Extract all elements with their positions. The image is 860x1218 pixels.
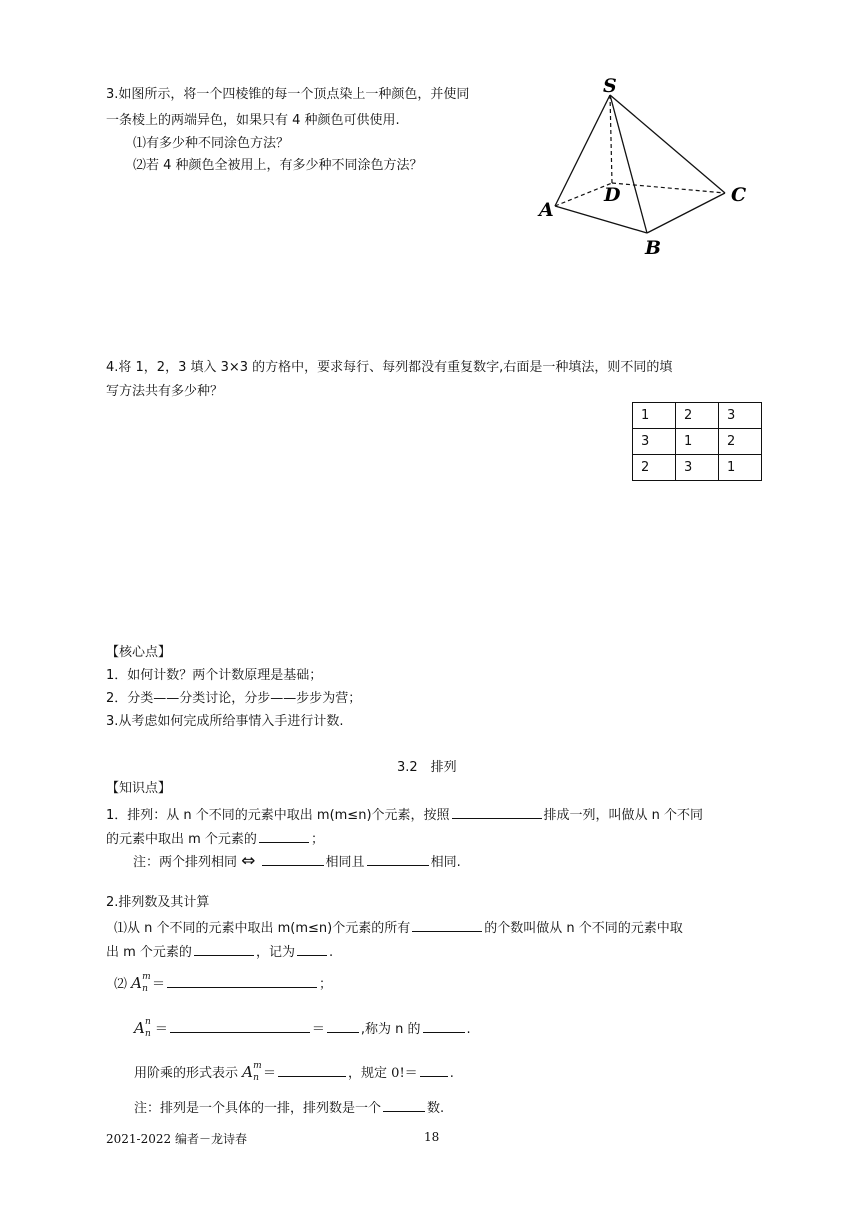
section-title: 3.2 排列 <box>397 760 457 775</box>
answer-blank[interactable] <box>420 1063 448 1077</box>
answer-blank[interactable] <box>259 829 309 843</box>
answer-blank[interactable] <box>423 1019 465 1033</box>
permutation-symbol <box>131 974 152 992</box>
permutation-symbol <box>242 1063 263 1081</box>
vertex-label-S: S <box>603 75 617 97</box>
permutation-symbol <box>134 1019 155 1037</box>
symbol-sub: n <box>142 984 148 994</box>
edge-SD <box>610 95 612 183</box>
factorial-line <box>134 1063 454 1082</box>
answer-blank[interactable] <box>383 1098 425 1112</box>
factorial-text: ，规定 <box>348 1066 388 1081</box>
edge-BC <box>647 193 725 233</box>
definition-line1 <box>106 805 703 824</box>
note-text: 注：两个排列相同 <box>133 855 238 870</box>
answer-blank[interactable] <box>412 918 482 932</box>
core-point-2: 2．分类——分类讨论，分步——步步为营； <box>106 691 362 706</box>
note-text: 注：排列是一个具体的一排，排列数是一个 <box>134 1101 382 1116</box>
note-text: 相同. <box>430 855 461 870</box>
answer-blank[interactable] <box>167 974 317 988</box>
grid-cell: 1 <box>719 455 762 481</box>
symbol-A: A <box>131 974 142 992</box>
formula-line-ann <box>134 1019 471 1038</box>
formula-text: ,称为 n 的 <box>360 1022 421 1037</box>
q4-line1: 4.将 1，2，3 填入 3×3 的方格中，要求每行、每列都没有重复数字,右面是一种填法，则不同的填 <box>106 360 673 375</box>
symbol-sup: n <box>145 1017 151 1027</box>
factorial-text: 用阶乘的形式表示 <box>134 1066 239 1081</box>
equals-sign: ＝ <box>154 1022 168 1037</box>
symbol-sub: n <box>253 1073 259 1083</box>
core-heading: 【核心点】 <box>106 645 172 660</box>
footer-author: 2021-2022 编者－龙诗春 <box>106 1132 247 1146</box>
grid-cell: 3 <box>676 455 719 481</box>
q4-line2: 写方法共有多少种？ <box>106 384 224 399</box>
definition-text: ； <box>310 832 324 847</box>
grid-row <box>633 455 762 481</box>
grid-cell: 2 <box>719 429 762 455</box>
answer-blank[interactable] <box>262 852 324 866</box>
section2-text: . <box>328 945 334 960</box>
answer-blank[interactable] <box>297 942 327 956</box>
q3-line2: 一条棱上的两端异色，如果只有 4 种颜色可供使用. <box>106 113 400 128</box>
note-line1 <box>133 852 461 871</box>
symbol-sup: m <box>253 1061 262 1071</box>
equals-sign: ＝ <box>404 1066 418 1081</box>
definition-text: 的元素中取出 m 个元素的 <box>106 832 257 847</box>
equals-sign: ＝ <box>152 977 166 992</box>
knowledge-heading: 【知识点】 <box>106 781 172 796</box>
core-point-3: 3.从考虑如何完成所给事情入手进行计数. <box>106 714 344 729</box>
note-text: 数. <box>427 1101 445 1116</box>
grid-cell: 2 <box>633 455 676 481</box>
formula-end: ； <box>319 977 333 992</box>
answer-blank[interactable] <box>327 1019 359 1033</box>
grid-cell: 3 <box>719 403 762 429</box>
vertex-label-B: B <box>645 237 662 259</box>
grid-cell: 1 <box>676 429 719 455</box>
page-number: 18 <box>424 1130 440 1144</box>
definition-text: 排成一列，叫做从 n 个不同 <box>543 808 704 823</box>
equals-sign: ＝ <box>263 1066 277 1081</box>
definition-line2 <box>106 829 324 848</box>
edge-DC <box>612 183 725 193</box>
symbol-sub: n <box>145 1029 151 1039</box>
equivalence-arrow-icon: ⇔ <box>241 851 256 871</box>
pyramid-figure <box>530 70 760 260</box>
symbol-A: A <box>242 1063 253 1081</box>
equals-sign: ＝ <box>311 1022 325 1037</box>
core-point-1: 1．如何计数？两个计数原理是基础； <box>106 668 323 683</box>
section2-text: ，记为 <box>255 945 295 960</box>
answer-blank[interactable] <box>452 805 542 819</box>
grid-row <box>633 429 762 455</box>
section2-line1 <box>114 918 683 937</box>
symbol-A: A <box>134 1019 145 1037</box>
section2-heading: 2.排列数及其计算 <box>106 895 210 910</box>
zero-factorial: 0! <box>391 1066 405 1081</box>
q3-sub1: ⑴有多少种不同涂色方法？ <box>133 136 290 151</box>
formula-line-amn <box>114 974 332 993</box>
edge-SB <box>610 95 647 233</box>
section2-text: ⑴从 n 个不同的元素中取出 m(m≤n)个元素的所有 <box>114 921 411 936</box>
note-line2 <box>134 1098 444 1117</box>
note-text: 相同且 <box>325 855 365 870</box>
answer-blank[interactable] <box>194 942 254 956</box>
answer-blank[interactable] <box>170 1019 310 1033</box>
symbol-sup: m <box>142 972 151 982</box>
formula-end: . <box>466 1022 471 1037</box>
edge-SA <box>555 95 610 206</box>
answer-blank[interactable] <box>278 1063 346 1077</box>
grid-cell: 2 <box>676 403 719 429</box>
q3-sub2: ⑵若 4 种颜色全被用上，有多少种不同涂色方法？ <box>133 158 423 173</box>
grid-row <box>633 403 762 429</box>
formula-end: . <box>449 1066 454 1081</box>
definition-text: 1．排列：从 n 个不同的元素中取出 m(m≤n)个元素，按照 <box>106 808 450 823</box>
vertex-label-A: A <box>539 199 554 221</box>
vertex-label-C: C <box>731 184 747 206</box>
grid-cell: 1 <box>633 403 676 429</box>
q3-line1: 3.如图所示，将一个四棱锥的每一个顶点染上一种颜色，并使同 <box>106 87 470 102</box>
section2-text: 的个数叫做从 n 个不同的元素中取 <box>484 921 683 936</box>
vertex-label-D: D <box>604 184 621 206</box>
grid-cell: 3 <box>633 429 676 455</box>
number-grid <box>632 402 762 481</box>
answer-blank[interactable] <box>367 852 429 866</box>
formula-prefix: ⑵ <box>114 977 128 992</box>
section2-line2 <box>106 942 333 961</box>
edge-AB <box>555 206 647 233</box>
section2-text: 出 m 个元素的 <box>106 945 192 960</box>
edge-SC <box>610 95 725 193</box>
